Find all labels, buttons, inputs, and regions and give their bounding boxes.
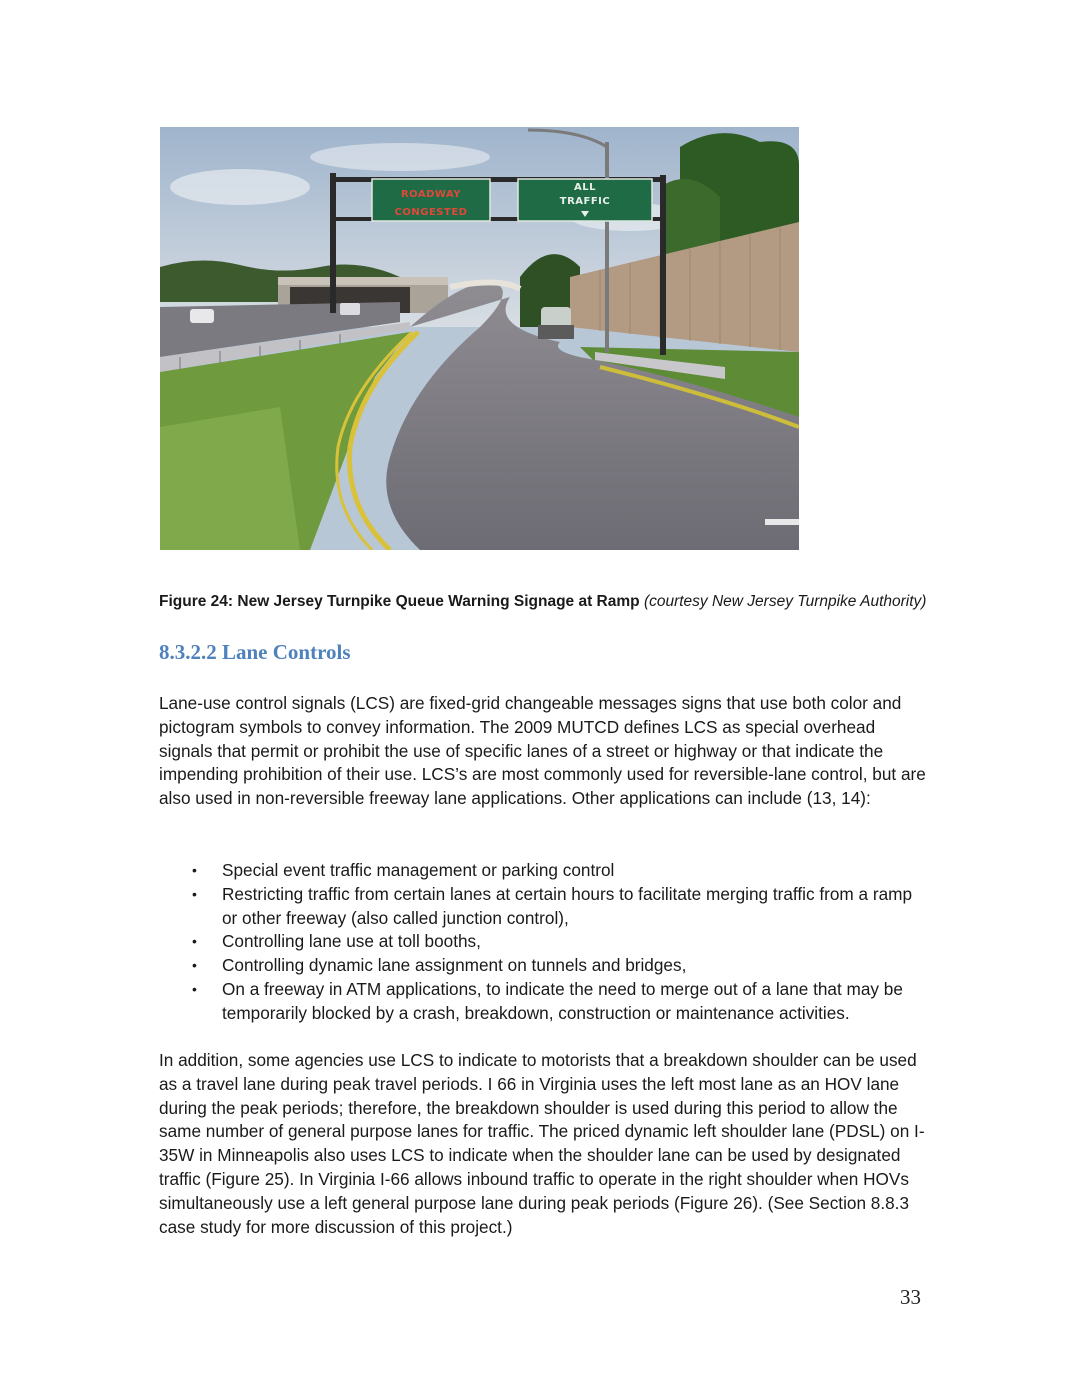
list-item xyxy=(159,930,929,954)
section-heading: 8.3.2.2 Lane Controls xyxy=(159,640,351,664)
sign-left-line1: ROADWAY xyxy=(400,189,462,200)
bullet-icon: • xyxy=(192,957,197,974)
list-item-text: On a freeway in ATM applications, to indicate the need to merge out of a lane that may be temporarily blocked by a crash, breakdown, construction or maintenance activities. xyxy=(222,978,903,1023)
paragraph-shoulder-use: In addition, some agencies use LCS to indicate to motorists that a breakdown shoulder can be used as a travel lane during peak travel periods. I 66 in Virginia uses the left most lane as an HOV lane during the peak periods; therefore, the breakdown shoulder is used during this period to allow the same number of general purpose lanes for traffic. The priced dynamic left shoulder lane (PDSL) on I-35W in Minneapolis also uses LCS to indicate when the shoulder lane can be used by designated traffic (Figure 25). In Virginia I-66 allows inbound traffic to operate in the right shoulder when HOVs simultaneously use a left general purpose lane during peak periods (Figure 26). (See Section 8.8.3 case study for more discussion of this project.) xyxy=(159,1050,925,1237)
sign-left-line2: CONGESTED xyxy=(394,207,468,218)
sign-right-line1: ALL xyxy=(574,182,596,193)
list-item xyxy=(159,954,929,978)
bullet-icon: • xyxy=(192,862,197,878)
caption-title: Figure 24: New Jersey Turnpike Queue Warning Signage at Ramp xyxy=(159,592,640,610)
bullet-icon: • xyxy=(192,933,197,950)
bullet-icon: • xyxy=(192,980,197,997)
caption-credit: (courtesy New Jersey Turnpike Authority) xyxy=(643,592,927,610)
list-item xyxy=(159,978,929,1026)
list-item xyxy=(159,883,929,931)
sign-right-line2: TRAFFIC xyxy=(559,196,611,207)
list-item-text: Special event traffic management or parking control xyxy=(222,860,615,880)
list-item-text: Controlling dynamic lane assignment on tunnels and bridges, xyxy=(222,955,687,976)
bullet-icon: • xyxy=(192,885,197,902)
page-number: 33 xyxy=(900,1285,921,1309)
figure-caption xyxy=(159,590,929,614)
list-item xyxy=(159,859,929,883)
paragraph-lcs-intro: Lane-use control signals (LCS) are fixed-grid changeable messages signs that use both color and pictogram symbols to convey information. The 2009 MUTCD defines LCS as special overhead signals that permit or prohibit the use of specific lanes of a street or highway or that indicate the impending prohibition of their use. LCS’s are most commonly used for reversible-lane control, but are also used in non-reversible freeway lane applications. Other applications can include (13, 14): xyxy=(159,693,926,809)
list-item-text: Controlling lane use at toll booths, xyxy=(222,931,481,952)
list-item-text: Restricting traffic from certain lanes at certain hours to facilitate merging traffic from a ramp or other freeway (also called junction control), xyxy=(222,883,913,928)
applications-list xyxy=(159,859,929,1026)
highway-ramp-photo xyxy=(160,127,799,550)
